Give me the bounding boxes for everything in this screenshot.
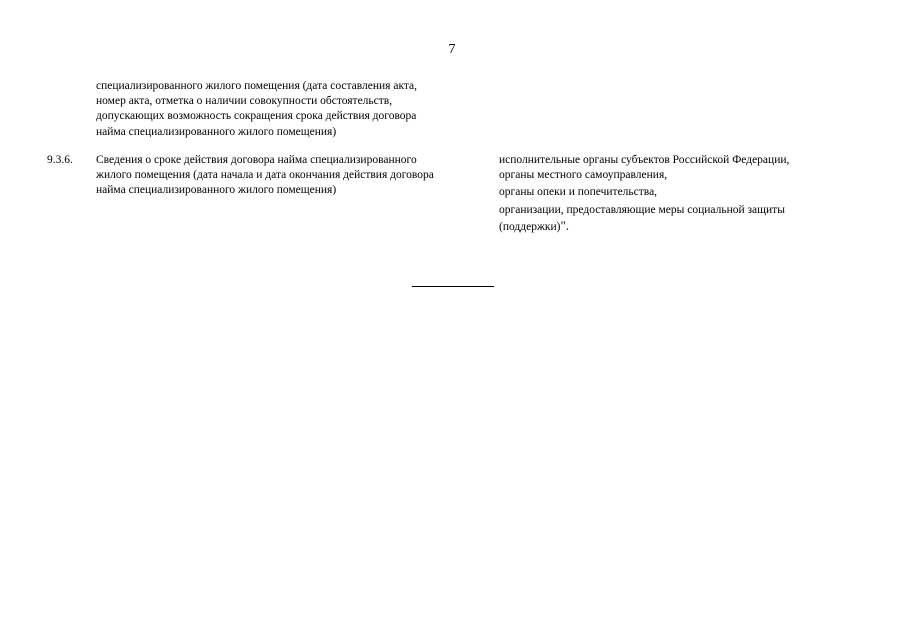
text-line: найма специализированного жилого помещения) [96, 184, 337, 197]
organization-item: органы местного самоуправления, [499, 169, 668, 182]
row-description [96, 153, 486, 199]
organization-item: органы опеки и попечительства, [499, 186, 658, 199]
organization-item: исполнительные органы субъектов Российской Федерации, [499, 154, 790, 166]
closing-divider [412, 286, 494, 287]
text-line: номер акта, отметка о наличии совокупности обстоятельств, [96, 95, 393, 108]
text-line: жилого помещения (дата начала и дата окончания действия договора [96, 169, 434, 182]
organization-item: организации, предоставляющие меры социальной защиты [499, 203, 785, 216]
row-number: 9.3.6. [47, 154, 73, 166]
text-line: допускающих возможность сокращения срока действия договора [96, 110, 417, 123]
organization-item [499, 218, 839, 235]
text-line: специализированного жилого помещения (дата составления акта, [96, 80, 418, 92]
row-organizations [499, 153, 839, 235]
continued-description [96, 79, 476, 140]
organization-item-text: (поддержки) [499, 220, 561, 233]
page-number: 7 [448, 42, 456, 57]
closing-quote: ". [560, 217, 570, 233]
text-line: найма специализированного жилого помещения) [96, 125, 337, 138]
text-line: Сведения о сроке действия договора найма специализированного [96, 154, 417, 166]
